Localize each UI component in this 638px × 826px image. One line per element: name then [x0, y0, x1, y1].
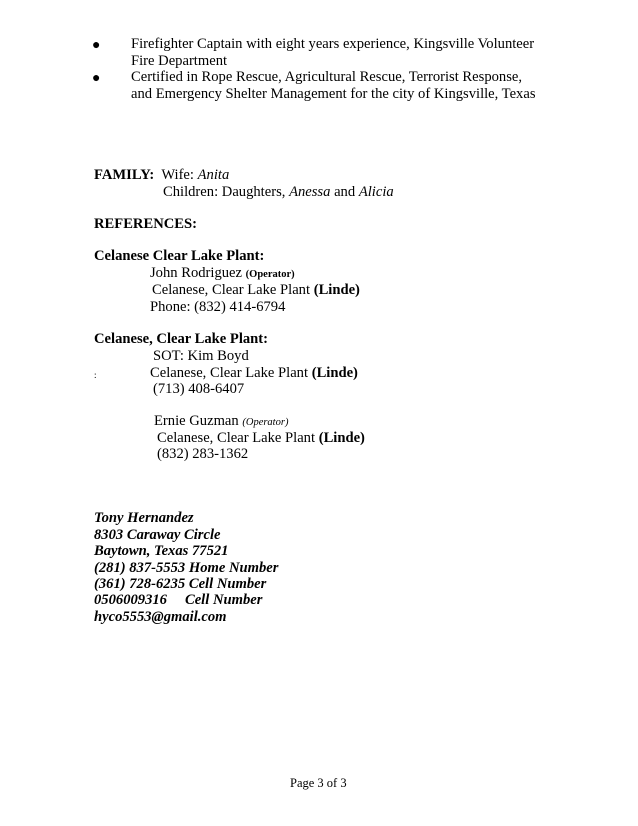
signature-name: Tony Hernandez	[94, 510, 194, 526]
signature-cell-phone: (361) 728-6235 Cell Number	[94, 576, 267, 592]
children-line	[163, 184, 394, 201]
reference-company: Celanese, Clear Lake Plant	[157, 430, 316, 446]
reference-company-tag: (Linde)	[311, 365, 358, 381]
signature-street: 8303 Caraway Circle	[94, 527, 221, 543]
reference-3-name	[154, 413, 288, 431]
signature-email: hyco5553@gmail.com	[94, 609, 227, 625]
bullet-1-line-1: Firefighter Captain with eight years experience, Kingsville Volunteer	[131, 36, 535, 52]
reference-name: Ernie Guzman	[154, 413, 239, 429]
cell-number-label: Cell Number	[184, 592, 263, 608]
references-heading: REFERENCES:	[94, 216, 197, 232]
signature-home-phone: (281) 837-5553 Home Number	[94, 560, 279, 576]
bullet-1-line-2: Fire Department	[131, 53, 228, 69]
reference-company: Celanese, Clear Lake Plant	[152, 282, 311, 298]
signature-cell-phone-2	[94, 592, 262, 609]
reference-name: John Rodriguez	[150, 265, 243, 281]
daughter-1: Anessa	[289, 184, 331, 200]
reference-1-name	[150, 265, 295, 283]
children-label: Children: Daughters,	[163, 184, 286, 200]
wife-name: Anita	[197, 167, 230, 183]
family-heading: FAMILY:	[94, 167, 155, 183]
reference-group-1-heading: Celanese Clear Lake Plant:	[94, 248, 265, 264]
reference-2-name: SOT: Kim Boyd	[153, 348, 249, 364]
wife-label: Wife:	[161, 167, 194, 183]
reference-3-company	[157, 430, 365, 447]
bullet-dot: ●	[92, 38, 101, 53]
daughter-2: Alicia	[358, 184, 394, 200]
and-word: and	[334, 184, 356, 200]
stray-marker: :	[94, 370, 97, 380]
reference-company: Celanese, Clear Lake Plant	[150, 365, 309, 381]
reference-1-company	[152, 282, 360, 299]
reference-1-phone: Phone: (832) 414-6794	[150, 299, 286, 315]
reference-role: (Operator)	[245, 269, 295, 280]
reference-3-phone: (832) 283-1362	[157, 446, 249, 462]
family-line	[94, 167, 229, 184]
reference-role: (Operator)	[242, 417, 289, 428]
page-number: Page 3 of 3	[290, 776, 347, 790]
cell-number-value: 0506009316	[94, 592, 167, 608]
signature-city: Baytown, Texas 77521	[94, 543, 229, 559]
reference-company-tag: (Linde)	[318, 430, 365, 446]
reference-company-tag: (Linde)	[313, 282, 360, 298]
bullet-dot: ●	[92, 71, 101, 86]
bullet-2-line-2: and Emergency Shelter Management for the city of Kingsville, Texas	[131, 86, 536, 102]
reference-2-phone: (713) 408-6407	[153, 381, 245, 397]
reference-group-2-heading: Celanese, Clear Lake Plant:	[94, 331, 269, 347]
bullet-2-line-1: Certified in Rope Rescue, Agricultural Rescue, Terrorist Response,	[131, 69, 523, 85]
reference-2-company	[150, 365, 358, 382]
